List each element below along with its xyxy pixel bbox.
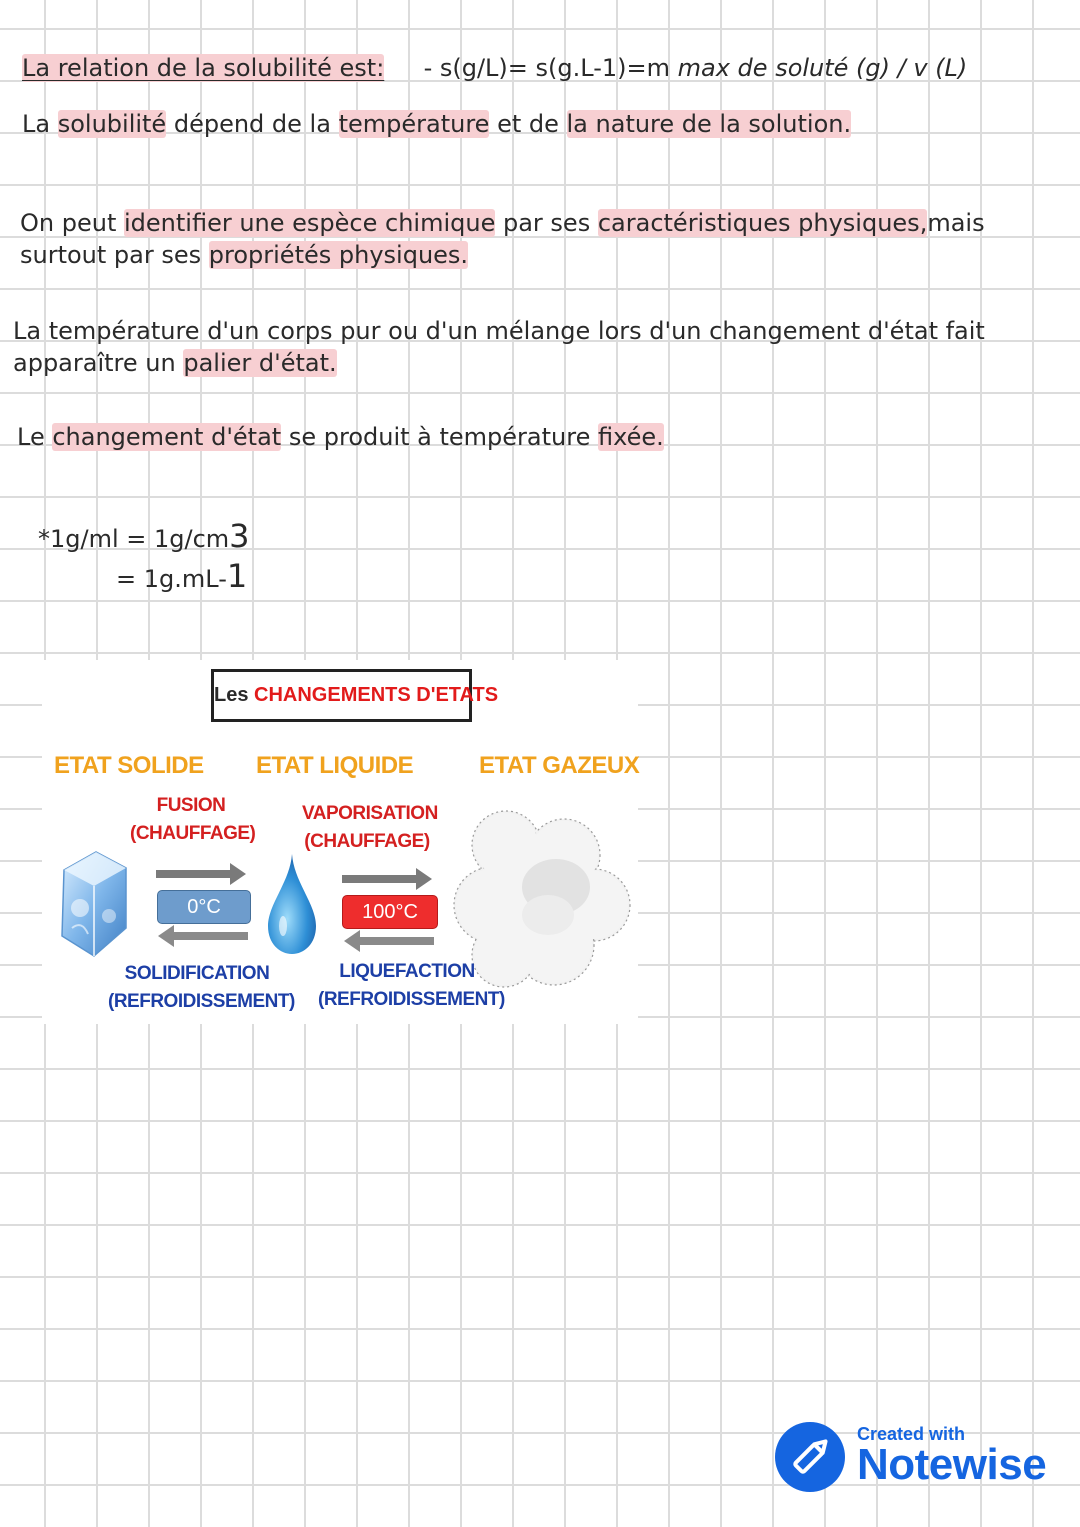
solubility-formula: - s(g/L)= s(g.L-1)=m — [423, 54, 670, 82]
highlight-palier: palier d'état. — [183, 349, 337, 377]
left-arrow-icon — [158, 925, 248, 947]
text-run: mais — [927, 209, 985, 237]
highlight-solubilite: solubilité — [57, 110, 167, 138]
text-run: et de — [497, 110, 559, 138]
vaporisation-note: (CHAUFFAGE) — [304, 831, 430, 852]
solubility-relation-line — [22, 52, 967, 84]
logo-circle — [775, 1422, 845, 1492]
state-liquid-label: ETAT LIQUIDE — [256, 752, 414, 779]
diagram-title-highlight: CHANGEMENTS D'ETATS — [254, 684, 499, 706]
diagram-title — [211, 669, 499, 722]
highlight-identifier: identifier une espèce chimique — [124, 209, 496, 237]
state-changes-diagram — [42, 660, 638, 1024]
pencil-icon — [775, 1422, 845, 1492]
solidification-note: (REFROIDISSEMENT) — [108, 991, 295, 1012]
notewise-brand-text: Notewise — [857, 1440, 1047, 1489]
temperature-line-2 — [13, 347, 337, 379]
highlight-nature-solution: la nature de la solution. — [566, 110, 852, 138]
melting-temperature-badge: 0°C — [157, 890, 251, 924]
identification-line-1 — [20, 207, 985, 239]
fusion-note: (CHAUFFAGE) — [130, 823, 256, 844]
solidification-text: SOLIDIFICATION — [124, 963, 270, 984]
highlight-temperature: température — [338, 110, 490, 138]
unit-line-2 — [116, 557, 248, 595]
text-run: On peut — [20, 209, 117, 237]
text-run: surtout par ses — [20, 241, 202, 269]
temperature-line-1 — [13, 315, 985, 347]
fusion-text: FUSION — [156, 795, 226, 816]
identification-line-2 — [20, 239, 468, 271]
liquefaction-note: (REFROIDISSEMENT) — [318, 989, 505, 1010]
text-run: La température d'un corps pur ou d'un mélange lors d'un changement d'état fait — [13, 317, 985, 345]
text-run: = 1g.mL- — [116, 565, 227, 593]
vaporisation-label — [302, 800, 438, 856]
liquefaction-label — [330, 958, 484, 986]
right-arrow-icon — [156, 863, 246, 885]
state-solid-label: ETAT SOLIDE — [54, 752, 204, 779]
right-arrow-icon — [342, 868, 432, 890]
liquefaction-text: LIQUEFACTION — [339, 961, 475, 982]
text-run: se produit à température — [288, 423, 591, 451]
vaporisation-text: VAPORISATION — [302, 803, 438, 824]
text-run: La — [22, 110, 51, 138]
solubility-label: La relation de la solubilité est: — [22, 54, 385, 82]
text-run: 3 — [229, 517, 250, 555]
created-with-text: Created with — [857, 1424, 966, 1444]
highlight-changement: changement d'état — [52, 423, 282, 451]
fusion-label — [130, 792, 256, 848]
change-state-line — [17, 421, 664, 453]
notewise-logo — [775, 1420, 1065, 1494]
water-drop-icon — [266, 852, 318, 956]
highlight-proprietes: propriétés physiques. — [208, 241, 469, 269]
text-run: *1g/ml = 1g/cm — [38, 525, 230, 553]
highlight-fixee: fixée. — [597, 423, 664, 451]
solidification-label — [120, 960, 274, 988]
solubility-dependence-line — [22, 108, 851, 140]
solubility-formula-italic: max de soluté (g) / v (L) — [677, 54, 968, 82]
text-run: 1 — [226, 557, 248, 595]
text-run: dépend de la — [173, 110, 331, 138]
text-run: par ses — [502, 209, 591, 237]
boiling-temperature-badge: 100°C — [342, 895, 438, 929]
state-gas-label: ETAT GAZEUX — [479, 752, 640, 779]
text-run: Le — [17, 423, 45, 451]
highlight-caracteristiques: caractéristiques physiques, — [597, 209, 928, 237]
ice-cube-icon — [54, 850, 130, 962]
left-arrow-icon — [344, 930, 434, 952]
diagram-title-prefix: Les — [214, 684, 249, 706]
text-run: apparaître un — [13, 349, 176, 377]
unit-line-1 — [38, 517, 250, 555]
